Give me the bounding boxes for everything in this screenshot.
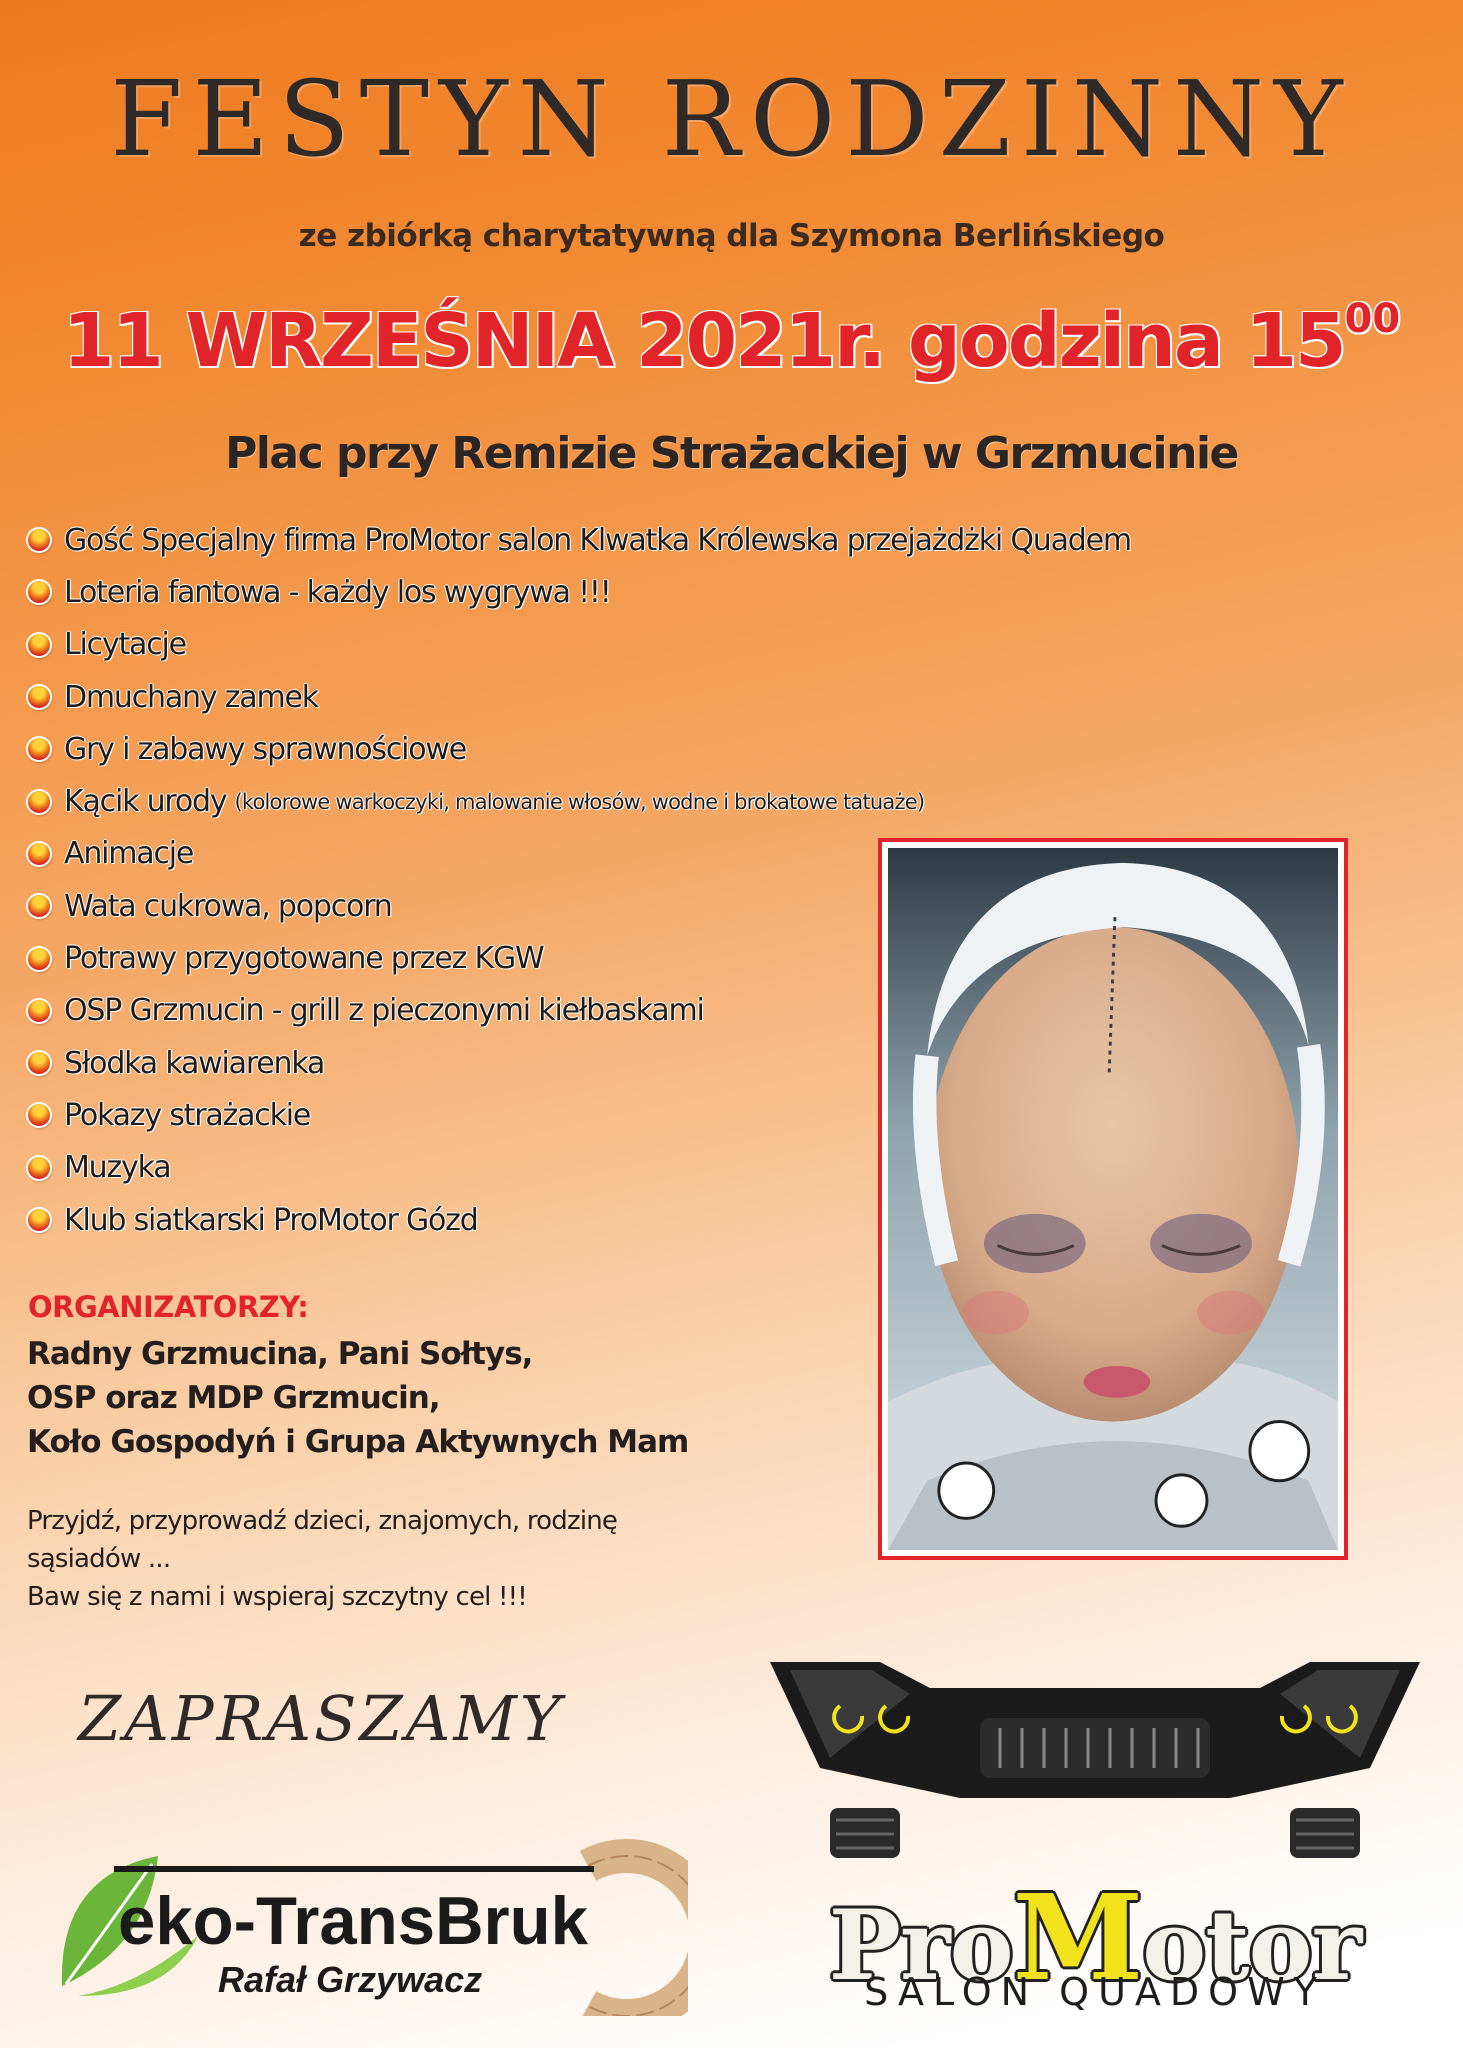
eko-transbruk-logo xyxy=(48,1836,688,2016)
bullet-icon xyxy=(28,686,50,708)
feature-text: OSP Grzmucin - grill z pieczonymi kiełbaskami xyxy=(64,993,704,1029)
invitation-line: Baw się z nami i wspieraj szczytny cel !!! xyxy=(27,1582,527,1612)
feature-text: Potrawy przygotowane przez KGW xyxy=(64,941,544,977)
event-place: Plac przy Remizie Strażackiej w Grzmucinie xyxy=(225,428,1238,479)
event-date-text: 11 WRZEŚNIA 2021r. godzina 15 xyxy=(62,298,1345,384)
bullet-icon xyxy=(28,738,50,760)
feature-item xyxy=(28,566,1028,618)
bullet-icon xyxy=(28,948,50,970)
eko-transbruk-graphic xyxy=(48,1836,688,2016)
organizers-title: ORGANIZATORZY: xyxy=(28,1290,309,1324)
bullet-icon xyxy=(28,634,50,656)
promotor-brand-m: M xyxy=(1012,1868,1143,2007)
feature-text: Gość Specjalny firma ProMotor salon Klwatka Królewska przejażdżki Quadem xyxy=(64,522,1131,558)
event-date xyxy=(0,296,1463,384)
eko-owner-text: Rafał Grzywacz xyxy=(218,1959,483,2000)
organizer-line: Radny Grzmucina, Pani Sołtys, xyxy=(27,1336,533,1372)
feature-text: Kącik urody xyxy=(64,784,227,820)
feature-item xyxy=(28,723,1028,775)
bullet-icon xyxy=(28,1000,50,1022)
organizer-line: Koło Gospodyń i Grupa Aktywnych Mam xyxy=(27,1424,689,1460)
bullet-icon xyxy=(28,1209,50,1231)
bullet-icon xyxy=(28,1157,50,1179)
feature-text: Wata cukrowa, popcorn xyxy=(64,888,392,924)
eko-brand-text: eko-TransBruk xyxy=(118,1883,589,1959)
bullet-icon xyxy=(28,529,50,551)
promotor-tagline: SALON QUADOWY xyxy=(864,1970,1326,2014)
bullet-icon xyxy=(28,1104,50,1126)
organizer-line: OSP oraz MDP Grzmucin, xyxy=(27,1380,440,1416)
feature-item xyxy=(28,671,1028,723)
promotor-brand-pre: Pro xyxy=(828,1889,1013,2002)
poster-subtitle: ze zbiórką charytatywną dla Szymona Berlińskiego xyxy=(298,218,1165,254)
quad-front-icon xyxy=(760,1648,1430,1868)
invitation-line: sąsiadów ... xyxy=(27,1544,171,1574)
bullet-icon xyxy=(28,581,50,603)
feature-text: Dmuchany zamek xyxy=(64,679,318,715)
bullet-icon xyxy=(28,895,50,917)
bullet-icon xyxy=(28,843,50,865)
invitation-line: Przyjdź, przyprowadź dzieci, znajomych, rodzinę xyxy=(27,1506,618,1536)
feature-item xyxy=(28,775,1028,827)
feature-text: Licytacje xyxy=(64,627,186,663)
feature-text: Pokazy strażackie xyxy=(64,1097,311,1133)
poster-title: FESTYN RODZINNY xyxy=(110,58,1353,180)
closing-invitation: ZAPRASZAMY xyxy=(78,1682,564,1755)
feature-text: Animacje xyxy=(64,836,194,872)
child-photo xyxy=(878,838,1348,1560)
organizers-list xyxy=(27,1332,688,1464)
bullet-icon xyxy=(28,1052,50,1074)
bullet-icon xyxy=(28,791,50,813)
child-photo-illustration xyxy=(888,848,1338,1550)
paving-stone-arc-icon xyxy=(588,1856,688,2016)
feature-text: Muzyka xyxy=(64,1150,171,1186)
feature-item xyxy=(28,619,1028,671)
feature-text: Klub siatkarski ProMotor Gózd xyxy=(64,1202,478,1238)
promotor-brand-post: otor xyxy=(1142,1889,1362,2002)
feature-text: Loteria fantowa - każdy los wygrywa !!! xyxy=(64,574,611,610)
invitation-text xyxy=(27,1502,617,1616)
event-time-superscript: 00 xyxy=(1344,296,1401,342)
feature-note: (kolorowe warkoczyki, malowanie włosów, wodne i brokatowe tatuaże) xyxy=(234,789,925,814)
feature-text: Gry i zabawy sprawnościowe xyxy=(64,731,467,767)
feature-text: Słodka kawiarenka xyxy=(64,1045,325,1081)
feature-item xyxy=(28,514,1131,566)
promotor-logo xyxy=(760,1648,1430,2018)
